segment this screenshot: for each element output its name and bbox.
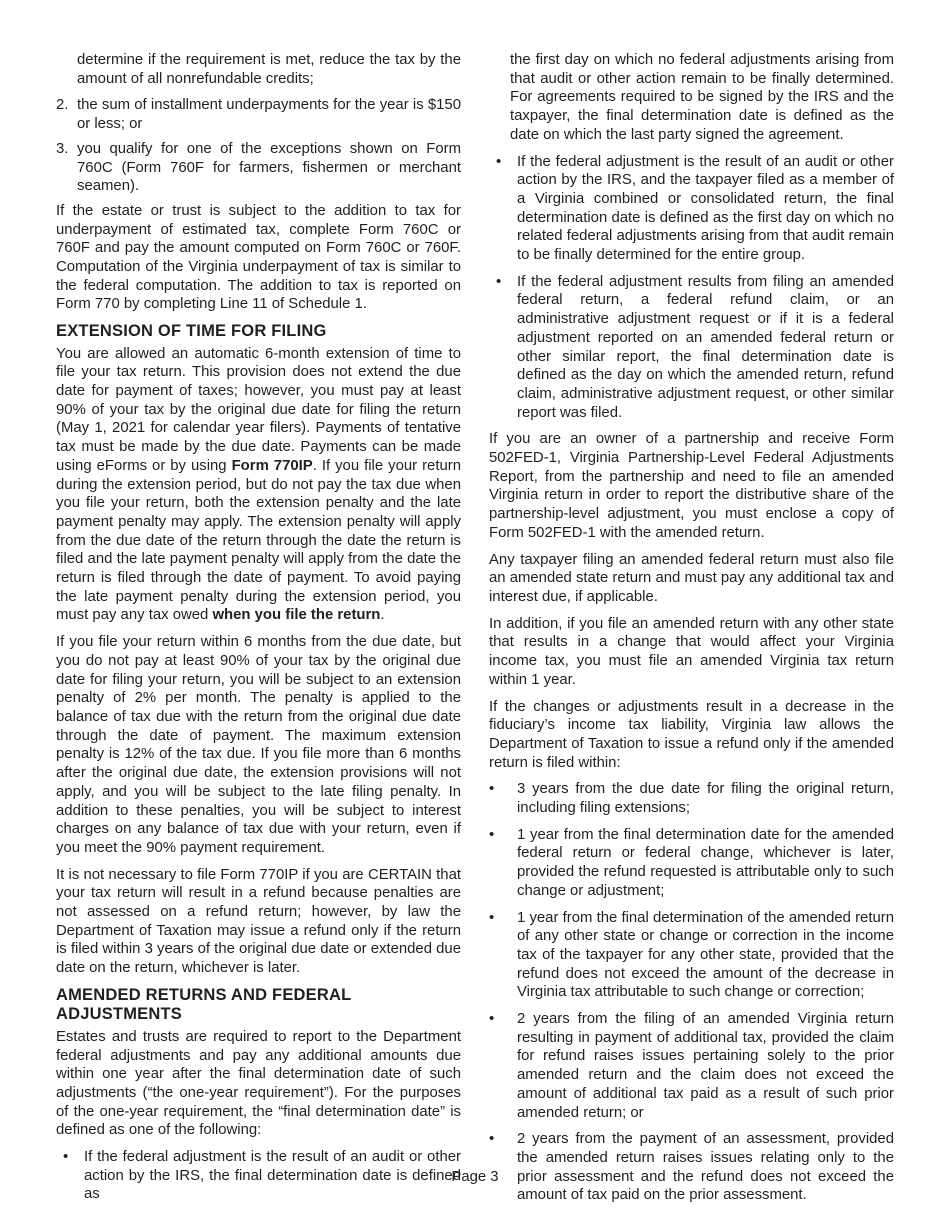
extension-heading: EXTENSION OF TIME FOR FILING [56, 322, 327, 341]
right-column [489, 51, 894, 1213]
bullet-item [489, 1130, 894, 1205]
numbered-item [56, 96, 461, 133]
page-number: Page 3 [451, 1169, 499, 1185]
numbered-text: the sum of installment underpayments for the year is $150 or less; or [77, 97, 461, 133]
refund-paragraph: If the changes or adjustments result in a decrease in the fiduciary’s income tax liability, Virginia law allows the Department of Taxation to issue a refund only if the amended return is filed within: [489, 698, 894, 771]
left-column [56, 51, 461, 1212]
bullet-text: If the federal adjustment is the result of an audit or other action by the IRS, and the taxpayer filed as a member of a Virginia combined or consolidated return, the final determination date is defined as the first day on which no related federal adjustments arising from that audit remain to be finally determined for the entire group. [517, 153, 894, 264]
form-770ip-bold: Form 770IP [231, 457, 313, 474]
extension-paragraph-2: If you file your return within 6 months from the due date, but you do not pay at least 90% of your tax by the original due date for filing your return, you will be subject to an extension penalty of 2% per month. The penalty is applied to the balance of tax due with the return from the original due date through the date of payment. The maximum extension penalty is 12% of the tax due. If you file more than 6 months after the original due date, the extension provisions will not apply, and you will be subject to the late filing penalty. In addition to these penalties, you will be subject to interest charges on any balance of tax due with your return, even if you meet the 90% payment requirement. [56, 634, 461, 856]
when-file-bold: when you file the return [212, 607, 381, 624]
bullet-marker: • [63, 1149, 69, 1166]
bullet-text: 1 year from the final determination of the amended return of any other state or change or correction in the income tax of the taxpayer for any other state, provided that the refund does not exceed the amount of the decrease in Virginia tax attributable to such change or correction; [517, 909, 894, 1001]
bullet-text: 1 year from the final determination date for the amended federal return or federal change, whichever is later, provided the refund requested is attributable only to such change or adjustment; [517, 826, 894, 899]
numbered-item [56, 140, 461, 196]
bullet-text: If the federal adjustment results from filing an amended federal return, a federal refund claim, or an administrative adjustment request or if it is a federal adjustment reported on an amended federal return or other similar report, the final determination date is defined as the day on which the amended return, refund claim, administrative adjustment request, or other similar report was filed. [517, 273, 894, 421]
bullet-text: 2 years from the payment of an assessment, provided the amended return raises issues relating only to the prior assessment and the refund does not exceed the amount of tax paid on the prior assessment. [517, 1131, 894, 1204]
bullet-marker: • [489, 1011, 495, 1028]
amended-federal-paragraph: Any taxpayer filing an amended federal return must also file an amended state return and must pay any additional tax and interest due, if applicable. [489, 551, 894, 605]
numbered-list [56, 96, 461, 196]
other-state-paragraph: In addition, if you file an amended return with any other state that results in a change that would affect your Virginia income tax, you must file an amended Virginia tax return within 1 year. [489, 615, 894, 688]
extension-text: . [380, 607, 385, 624]
partnership-paragraph: If you are an owner of a partnership and receive Form 502FED-1, Virginia Partnership-Level Federal Adjustments Report, from the partnership and need to file an amended Virginia return in order to report the distributive share of the partnership-level adjustment, you must enclose a copy of Form 502FED-1 with the amended return. [489, 431, 894, 541]
bullet-item [489, 780, 894, 817]
bullet-marker: • [489, 826, 495, 843]
bullet-item [489, 1010, 894, 1122]
extension-text: You are allowed an automatic 6-month extension of time to file your tax return. This provision does not extend the due date for payment of taxes; however, you must pay at least 90% of your tax by the original due date for filing the return (May 1, 2021 for calendar year filers). Payments of tentative tax must be made by the due date. Payments can be made using eForms or by using [56, 345, 461, 474]
refund-bullets [489, 780, 894, 1205]
bullet-marker: • [489, 909, 495, 926]
extension-paragraph-3: It is not necessary to file Form 770IP if you are CERTAIN that your tax return will result in a refund because penalties are not assessed on a refund return; however, by law the Department of Taxation may issue a refund only if the return is filed within 3 years of the original due date or extended due date on the return, whichever is later. [56, 866, 461, 977]
amended-paragraph-1: Estates and trusts are required to report to the Department federal adjustments and pay any additional amounts due within one year after the final determination date of such adjustments (“the one-year requirement”). For the purposes of the one-year requirement, the “final determination date” is defined as one of the following: [56, 1028, 461, 1139]
bullet-item [489, 826, 894, 901]
extension-paragraph-1 [56, 345, 461, 626]
intro-continuation: determine if the requirement is met, reduce the tax by the amount of all nonrefundable credits; [77, 52, 461, 87]
numbered-marker: 3. [56, 140, 69, 157]
bullet-item [489, 273, 894, 423]
determination-bullets-cont [489, 153, 894, 423]
bullet-continuation: the first day on which no federal adjustments arising from that audit or other action remain to be finally determined. For agreements required to be signed by the IRS and the taxpayer, the final determination date is defined as the date on which the last party signed the agreement. [510, 52, 894, 143]
bullet-marker: • [496, 273, 502, 290]
bullet-text: 3 years from the due date for filing the original return, including filing extensions; [517, 781, 894, 817]
bullet-text: If the federal adjustment is the result of an audit or other action by the IRS, the final determination date is defined as [84, 1149, 461, 1203]
bullet-item [489, 153, 894, 265]
numbered-marker: 2. [56, 97, 69, 114]
bullet-marker: • [489, 1131, 495, 1148]
numbered-text: you qualify for one of the exceptions shown on Form 760C (Form 760F for farmers, fishermen or merchant seamen). [77, 140, 461, 195]
bullet-marker: • [489, 781, 495, 798]
bullet-marker: • [496, 153, 502, 170]
bullet-item [489, 909, 894, 1003]
bullet-text: 2 years from the filing of an amended Virginia return resulting in payment of additional tax, provided the claim for refund raises issues pertaining solely to the prior amended return and the claim does not exceed the amount of additional tax paid as a result of such prior amended return; or [517, 1011, 894, 1121]
amended-heading: AMENDED RETURNS AND FEDERAL ADJUSTMENTS [56, 985, 352, 1024]
estate-trust-paragraph: If the estate or trust is subject to the addition to tax for underpayment of estimated tax, complete Form 760C or 760F and pay the amount computed on Form 760C or 760F. Computation of the Virginia underpayment of tax is similar to the federal computation. The addition to tax is reported on Form 770 by completing Line 11 of Schedule 1. [56, 202, 461, 313]
extension-text: . If you file your return during the extension period, but do not pay the tax due when you file your return, both the extension penalty and the late payment penalty may apply. The extension penalty will apply from the due date of the return through the date the return is filed and the late payment penalty will apply from the date the return is filed through the date of payment. To avoid paying the late payment penalty during the extension period, you must pay any tax owed [56, 457, 461, 624]
